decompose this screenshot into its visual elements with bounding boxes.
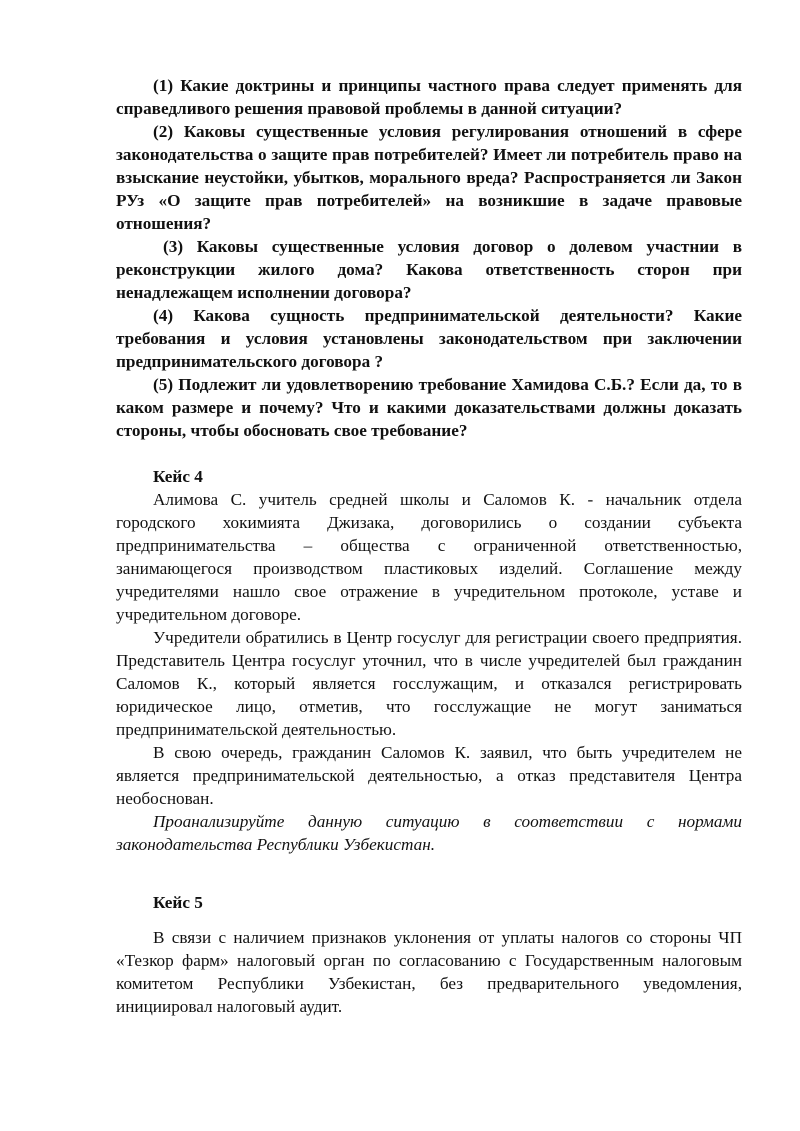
question-1: (1) Какие доктрины и принципы частного права следует применять для справедливого решения правовой проблемы в данной ситуации? (116, 76, 742, 118)
case-4-paragraph-2: Учредители обратились в Центр госуслуг для регистрации своего предприятия. Представитель Центра госуслуг уточнил, что в числе учредителей был гражданин Саломов К., который является госслужащим, и отказался регистрировать юридическое лицо, отметив, что госслужащие не могут заниматься предпринимательской деятельностью. (116, 628, 742, 739)
document-page (116, 74, 742, 1018)
question-2: (2) Каковы существенные условия регулирования отношений в сфере законодательства о защите прав потребителей? Имеет ли потребитель право на взыскание неустойки, убытков, морального вреда? Распространяется ли Закон РУз «О защите прав потребителей» на возникшие в задаче правовые отношения? (116, 122, 742, 233)
case-4-task: Проанализируйте данную ситуацию в соответствии с нормами законодательства Республики Узбекистан. (116, 812, 742, 854)
case-5-title: Кейс 5 (153, 893, 203, 912)
case-4-title: Кейс 4 (153, 467, 203, 486)
spacer (116, 856, 742, 891)
question-4: (4) Какова сущность предпринимательской деятельности? Какие требования и условия установлены законодательством при заключении предпринимательского договора ? (116, 306, 742, 371)
question-3: (3) Каковы существенные условия договор о долевом участнии в реконструкции жилого дома? Какова ответственность сторон при ненадлежащем исполнении договора? (116, 237, 742, 302)
spacer (116, 442, 742, 465)
case-4-paragraph-1: Алимова С. учитель средней школы и Саломов К. - начальник отдела городского хокимията Джизака, договорились о создании субъекта предпринимательства – общества с ограниченной ответственностью, занимающегося производством пластиковых изделий. Соглашение между учредителями нашло свое отражение в учредительном протоколе, уставе и учредительном договоре. (116, 490, 742, 624)
spacer (116, 914, 742, 926)
question-5: (5) Подлежит ли удовлетворению требование Хамидова С.Б.? Если да, то в каком размере и почему? Что и какими доказательствами должны доказать стороны, чтобы обосновать свое требование? (116, 375, 742, 440)
case-5-paragraph-1: В связи с наличием признаков уклонения от уплаты налогов со стороны ЧП «Тезкор фарм» налоговый орган по согласованию с Государственным налоговым комитетом Республики Узбекистан, без предварительного уведомления, инициировал налоговый аудит. (116, 928, 742, 1016)
case-4-paragraph-3: В свою очередь, гражданин Саломов К. заявил, что быть учредителем не является предпринимательской деятельностью, а отказ представителя Центра необоснован. (116, 743, 742, 808)
